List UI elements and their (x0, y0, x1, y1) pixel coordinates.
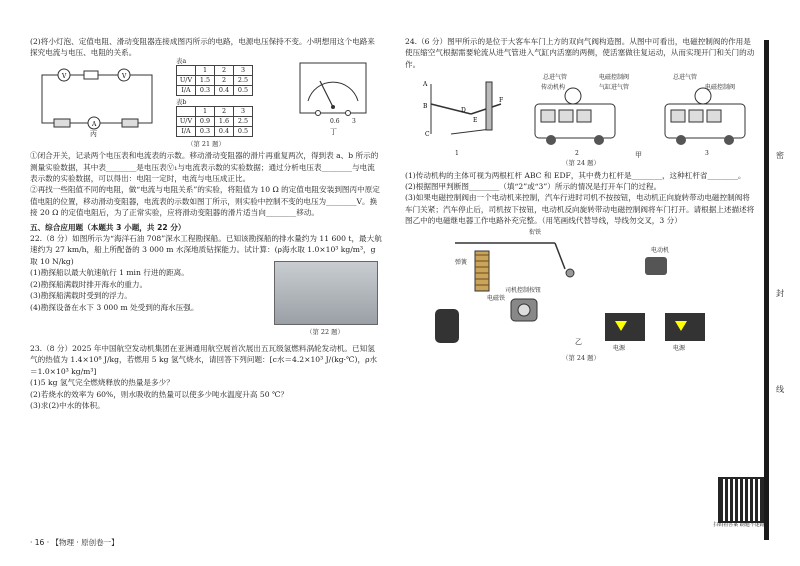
q24-figure-jia (405, 70, 757, 158)
drill-ship-photo (274, 261, 378, 325)
caption-q24a: （第 24 题） (562, 159, 600, 168)
q22-sub2: (2)勘探船满载时排开海水的重力。 (30, 279, 148, 289)
q21-item1: ①闭合开关，记录两个电压表和电流表的示数。移动滑动变阻器的滑片再重复两次，得到表 a、b 所示的测量实验数据，其中表________是电压表Ⓥ₁与电流表示数的实验数据；通过分析电压表________与电流表示数的实验数据，可以得出：电阻一定时，电流与电压成正比。 (30, 151, 379, 184)
section-5-title: 五、综合应用题（本题共 3 小题，共 22 分） (30, 222, 186, 232)
svg-text:E: E (473, 117, 478, 125)
svg-text:V: V (62, 72, 67, 80)
label-jia: 甲 (635, 151, 642, 160)
side-char-xian: 线 (776, 385, 784, 394)
label-motor: 电动机 (651, 246, 670, 254)
q24-stem: 24.（6 分）图甲所示的是位于大客车车门上方的双向气阀构造图。从图中可看出，电磁控制阀的作用是使压缩空气根据需要轮流从进气管进入气缸内活塞的两侧，使活塞做往复运动，从而实现开门和关门的动作。 (405, 37, 755, 69)
svg-text:A: A (423, 81, 428, 89)
door-mechanism-diagram (411, 74, 521, 154)
svg-text:F: F (499, 97, 504, 105)
label-mech: 传动机构 (541, 84, 566, 92)
q23-sub2: (2)若烧水的效率为 60%，则水吸收的热量可以使多少吨水温度升高 50 ℃？ (30, 389, 289, 399)
label-inlet: 总进气管 (543, 74, 568, 82)
label-src1: 电源 (613, 344, 626, 352)
bus-diagram-3 (663, 92, 748, 147)
fig-bing-label: 丙 (90, 129, 97, 138)
right-column (405, 36, 757, 364)
q21-item2: ②再找一些阻值不同的电阻，做“电流与电阻关系”的实验，将阻值为 10 Ω 的定值电阻安装到图丙中原定值电阻的位置，移动滑动变阻器，电流表的示数如图丁所示，则实验中控制不变的电压为________V。换接 20 Ω 的定值电阻后，为了正常实验，应将滑动变阻器的滑片适当向________移动。 (30, 185, 380, 218)
table-a-label: 表a (176, 56, 187, 65)
side-char-mi: 密 (776, 151, 784, 160)
caption-q22: （第 22 题） (306, 327, 344, 336)
label-coil: 弹簧 (455, 258, 468, 266)
relay-circuit-diagram (415, 229, 735, 347)
svg-text:V: V (122, 72, 127, 80)
q24-sub1: (1)传动机构的主体可视为两根杠杆 ABC 和 EDF，其中费力杠杆是________，这种杠杆省________。 (405, 170, 746, 180)
meter-tick-3: 3 (352, 117, 356, 125)
label-gas: 气缸进气管 (599, 84, 630, 92)
label-n1: 1 (455, 150, 459, 158)
bus-diagram-2 (533, 92, 618, 147)
svg-text:B: B (423, 103, 428, 111)
table-a: 1 2 3 U/V 1.5 2 2.5 I/A 0.3 0.4 0.5 (176, 65, 253, 96)
label-src2: 电源 (673, 344, 686, 352)
qr-caption: 扫码看答案 刷题不迷路 (713, 522, 765, 528)
left-column (30, 36, 382, 411)
side-char-feng: 封 (776, 289, 784, 298)
label-valve: 电磁控制阀 (599, 74, 630, 82)
svg-text:C: C (425, 131, 430, 139)
q24-sub3: (3)如果电磁控制阀由一个电动机来控制，汽车行进时司机不按按钮，电动机正向旋转带动电磁控制阀将车门关紧；汽车停止后，司机按下按钮，电动机反向旋转带动电磁控制阀将车门打开。请根据上述描述将图乙中的电磁继电器工作电路补充完整。（用笔画线代替导线，导线勿交叉，3 分） (405, 193, 755, 226)
q23-stem: 23.（8 分）2025 年中国航空发动机集团在亚洲通用航空展首次展出五瓦级氢燃料涡轮发动机。已知氢气的热值为 1.4×10⁸ J/kg，若燃用 5 kg 氢气烧水，请回答下列问题：[c水＝4.2×10³ J/(kg·℃)，ρ水＝1.0×10³ kg/m³] (30, 343, 378, 376)
q23-sub1: (1)5 kg 氢气完全燃烧释放的热量是多少？ (30, 378, 174, 388)
ammeter-ding-diagram (298, 61, 368, 121)
q24-sub2: (2)根据图甲判断图________（填“2”或“3”）所示的情况是打开车门的过程。 (405, 182, 662, 192)
meter-tick-06: 0.6 (330, 117, 340, 125)
label-core: 电磁铁 (487, 294, 506, 302)
q24-figure-yi (405, 227, 757, 352)
table-a-block (176, 57, 253, 137)
binding-strip (764, 40, 769, 540)
caption-q21: （第 21 题） (187, 139, 225, 148)
label-spring: 衔铁 (529, 228, 542, 236)
page-footer: · 16 · 【物理 · 原创卷一】 (30, 538, 119, 547)
svg-text:A: A (92, 120, 97, 128)
label-n3: 3 (705, 150, 709, 158)
q21-figures (30, 56, 382, 139)
svg-text:D: D (461, 107, 466, 115)
qr-code-icon[interactable] (718, 477, 764, 523)
q22-sub3: (3)勘探船满载时受到的浮力。 (30, 291, 132, 301)
q23-sub3: (3)求(2)中水的体积。 (30, 400, 105, 410)
fig-ding-label: 丁 (330, 127, 337, 136)
q22-figure-area (30, 313, 382, 343)
q21-part2-intro: (2)将小灯泡、定值电阻、滑动变阻器连接成图丙所示的电路，电源电压保持不变。小明想用这个电路来探究电流与电压、电阻的关系。 (30, 37, 375, 58)
q22-sub1: (1)勘探船以最大航速航行 1 min 行进的距离。 (30, 268, 189, 278)
label-valve-2: 电磁控制阀 (705, 84, 736, 92)
label-inlet-2: 总进气管 (673, 74, 698, 82)
table-b: 1 2 3 U/V 0.9 1.6 2.5 I/A 0.3 0.4 0.5 (176, 106, 253, 137)
label-button: 司机控制按钮 (505, 286, 542, 294)
q22-stem: 22.（8 分）如图所示为“海洋石油 708”深水工程勘探船。已知该勘探船的排水量约为 11 600 t，最大航速约为 27 km/h，船上所配备的 3 000 m 水深地质钻探能力。试计算：(ρ海水取 1.0×10³ kg/m³，g 取 10 N/kg) (30, 234, 382, 266)
caption-q24b: （第 24 题） (562, 353, 600, 362)
label-n2: 2 (575, 150, 579, 158)
label-yi: 乙 (575, 337, 582, 346)
q22-sub4: (4)勘探设备在水下 3 000 m 处受到的海水压强。 (30, 302, 199, 312)
circuit-bing-diagram (34, 63, 164, 133)
table-b-label: 表b (176, 97, 187, 106)
